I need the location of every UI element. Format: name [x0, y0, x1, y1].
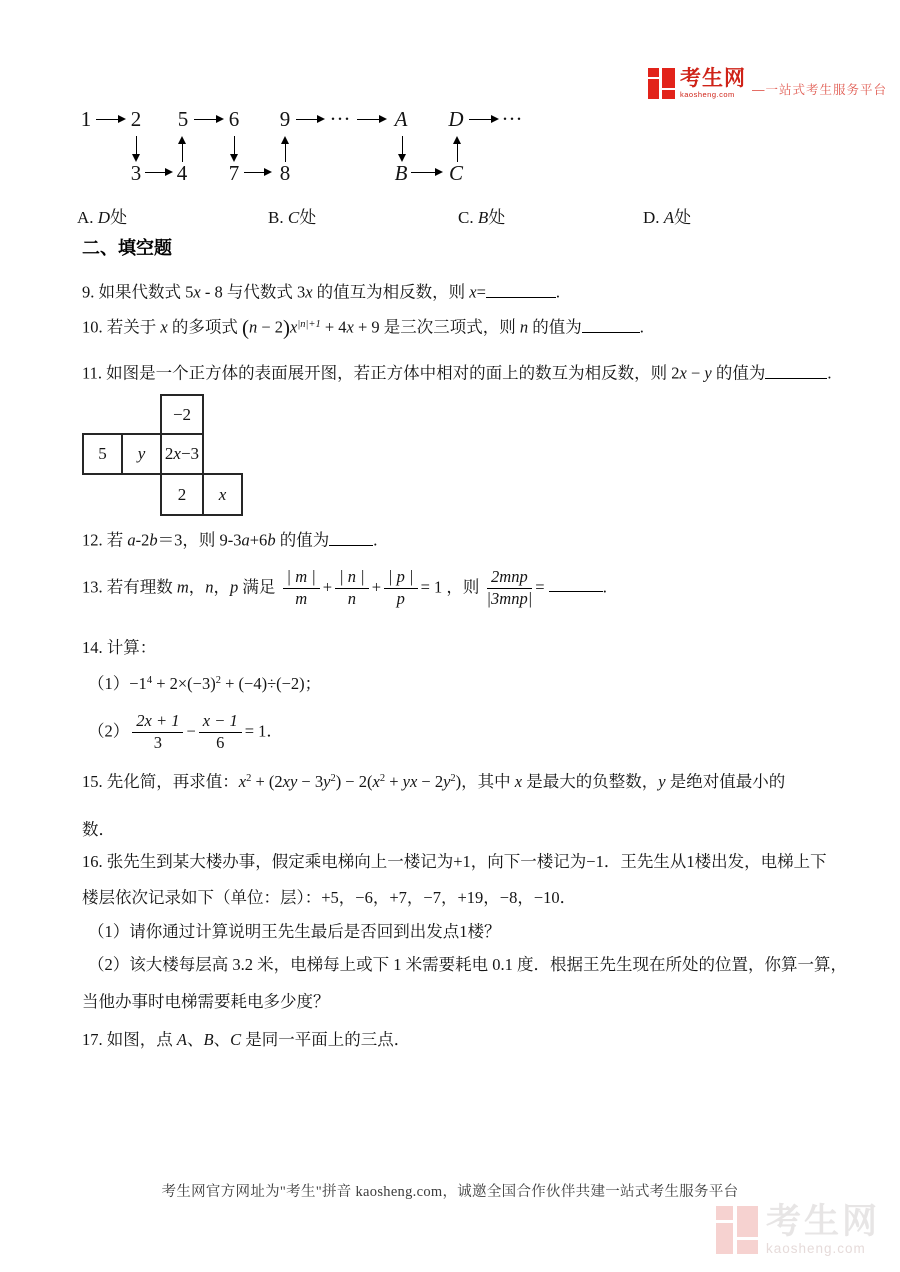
question-text: 的值为: [275, 530, 330, 550]
math-var: x: [238, 772, 247, 791]
ellipsis-dots: ···: [501, 107, 523, 131]
arrow-right-icon: [357, 119, 385, 120]
seq-label-C: C: [448, 161, 464, 185]
fraction: [132, 712, 183, 753]
answer-blank: [486, 280, 556, 298]
seq-label-D: D: [448, 107, 464, 131]
choice-key: B.: [268, 208, 284, 227]
question-number: 15.: [82, 772, 103, 791]
math-text: + 4: [320, 317, 347, 337]
arrow-right-icon: [296, 119, 323, 120]
math-exponent: 2: [246, 773, 252, 784]
footer-note: 考生网官方网址为"考生"拼音 kaosheng.com，诚邀全国合作伙伴共建一站式考生服务平台: [161, 1184, 739, 1200]
question-text: = 1 ，则: [420, 577, 484, 597]
choice-key: A.: [77, 208, 94, 227]
net-cell-value: y: [137, 444, 146, 463]
math-var: xy: [282, 772, 298, 791]
question-text: .: [827, 363, 832, 383]
question-text: =: [476, 282, 486, 302]
question-14-part1: [88, 672, 321, 699]
math-text: + 9: [353, 317, 384, 337]
fraction: [487, 568, 533, 609]
section-heading: 二、填空题: [82, 238, 172, 258]
math-var: x: [290, 317, 298, 337]
math-text: − 2: [257, 317, 284, 337]
math-text: + (−4)÷(−2)；: [220, 674, 322, 693]
math-text: +: [322, 577, 333, 597]
brand-text: [680, 68, 746, 99]
question-16-part1: （1）请你通过计算说明王先生最后是否回到出发点1楼？: [88, 922, 501, 941]
arrow-up-icon: [457, 144, 458, 162]
kaosheng-h-icon: [648, 68, 675, 99]
fraction: [384, 568, 418, 609]
answer-blank: [582, 315, 640, 333]
math-var: a: [127, 530, 136, 550]
seq-label: 9: [279, 107, 291, 131]
net-cell-value: x: [218, 484, 227, 504]
fraction-denominator: m: [295, 588, 308, 608]
question-text: .: [373, 530, 378, 550]
math-text: +6: [249, 530, 268, 550]
math-text: = 1．: [244, 721, 283, 741]
math-var: b: [149, 530, 158, 550]
net-cell: [202, 473, 243, 516]
seq-label: 8: [279, 161, 291, 185]
arrow-down-icon: [136, 136, 137, 154]
watermark: [716, 1204, 880, 1256]
math-var: m: [176, 577, 189, 597]
question-15-line2: 数．: [82, 820, 115, 839]
choice-place: C: [287, 208, 300, 227]
question-text: 如图，点: [106, 1030, 177, 1049]
math-var: A: [176, 1030, 187, 1049]
question-14-part2: [88, 712, 283, 753]
question-13: [82, 568, 607, 609]
question-number: 10.: [82, 317, 103, 337]
choice-suffix: 处: [110, 208, 128, 227]
question-10: [82, 315, 644, 343]
fraction-denominator: |3mnp|: [486, 588, 533, 608]
seq-label-B: B: [394, 161, 408, 185]
question-14: [82, 636, 156, 660]
question-text: 若: [106, 530, 128, 550]
math-var: x: [679, 363, 687, 383]
math-var: x: [173, 444, 181, 463]
arrow-right-icon: [469, 119, 497, 120]
seq-label: 2: [130, 107, 142, 131]
question-text: 是最大的负整数，: [522, 772, 659, 791]
net-cell: [160, 433, 204, 475]
math-var: x: [514, 772, 523, 791]
math-text: ): [455, 772, 462, 791]
math-var: yx: [402, 772, 418, 791]
net-cell-value: −2: [172, 404, 192, 424]
math-text: +: [385, 772, 403, 791]
net-cell-value: 5: [98, 444, 107, 463]
question-text: 张先生到某大楼办事，假定乘电梯向上一楼记为+1，向下一楼记为−1．王先生从1楼出发，电梯上下: [106, 852, 827, 871]
choice-key: D.: [643, 208, 660, 227]
question-text: ，: [213, 577, 231, 597]
seq-label: 1: [80, 107, 92, 131]
question-text: 满足: [238, 577, 280, 597]
math-exponent: 2: [450, 773, 456, 784]
question-15: [82, 770, 785, 797]
net-cell-value: −3: [180, 444, 200, 463]
math-exponent: 2: [379, 773, 386, 784]
question-number: 9.: [82, 282, 95, 302]
question-17: [82, 1028, 410, 1052]
question-16-part2-cont: 当他办事时电梯需要耗电多少度？: [82, 992, 330, 1011]
math-var: y: [443, 772, 451, 791]
math-text: ) − 2(: [335, 772, 373, 791]
question-text: 的值互为相反数，则: [312, 282, 470, 302]
question-number: 12.: [82, 530, 103, 550]
question-text: 如图是一个正方体的表面展开图，若正方体中相对的面上的数互为相反数，则 2: [106, 363, 680, 383]
question-text: .: [555, 282, 561, 302]
fraction-denominator: p: [396, 588, 405, 608]
arrow-right-icon: [411, 172, 441, 173]
net-cell: [121, 433, 162, 475]
question-text: ，: [188, 577, 206, 597]
fraction: [335, 568, 369, 609]
seq-label: 7: [228, 161, 240, 185]
math-text: -2: [135, 530, 150, 550]
choice-c: [458, 203, 505, 228]
math-var: B: [203, 1030, 214, 1049]
brand-logo: [648, 68, 887, 110]
fraction-numerator: 2x + 1: [132, 712, 183, 733]
math-text: +: [371, 577, 381, 597]
math-var: n: [248, 317, 258, 337]
answer-blank: [765, 361, 827, 379]
choice-place: A: [663, 208, 675, 227]
choices-row: [0, 203, 900, 227]
question-text: 若关于: [106, 317, 161, 337]
seq-label: 4: [176, 161, 188, 185]
choice-suffix: 处: [299, 208, 317, 227]
math-var: x: [346, 317, 354, 337]
fraction-numerator: | n |: [335, 568, 369, 589]
seq-label: 6: [228, 107, 240, 131]
math-var: x: [193, 282, 201, 302]
math-var: b: [267, 530, 276, 550]
question-text: 是三次三项式，则: [383, 317, 520, 337]
question-number: 13.: [82, 577, 103, 597]
choice-suffix: 处: [674, 208, 692, 227]
fraction-numerator: 2mnp: [487, 568, 533, 589]
fraction-numerator: x − 1: [199, 712, 242, 733]
choice-b: [268, 203, 316, 228]
choice-key: C.: [458, 208, 474, 227]
choice-place: B: [477, 208, 489, 227]
arrow-down-icon: [234, 136, 235, 154]
question-text: .: [639, 317, 644, 337]
question-text: 如果代数式 5: [98, 282, 194, 302]
question-text: .: [602, 577, 607, 597]
fraction: [283, 568, 320, 609]
net-cell-value: 2: [164, 444, 174, 463]
math-exponent: 2: [215, 675, 221, 686]
answer-blank: [329, 528, 373, 546]
arrow-right-icon: [96, 119, 124, 120]
fraction-denominator: 6: [216, 732, 225, 752]
math-text: −: [186, 721, 196, 741]
question-number: 16.: [82, 852, 103, 871]
question-number: 17.: [82, 1030, 103, 1049]
question-text: 是同一平面上的三点．: [241, 1030, 411, 1049]
net-cell-value: 2: [177, 484, 187, 504]
question-number: 11.: [82, 363, 103, 383]
math-var: y: [323, 772, 331, 791]
fraction-numerator: | m |: [283, 568, 320, 589]
fraction: [199, 712, 242, 753]
math-var: y: [658, 772, 666, 791]
paren: (: [241, 315, 249, 340]
question-text: 的多项式: [167, 317, 242, 337]
question-11: [82, 361, 831, 386]
question-text: 先化简，再求值：: [106, 772, 239, 791]
question-text: 、: [213, 1030, 231, 1049]
math-text: − 2: [417, 772, 444, 791]
net-cell: [82, 433, 123, 475]
math-var: n: [205, 577, 214, 597]
watermark-text: [766, 1204, 880, 1256]
math-exponent: 2: [330, 773, 336, 784]
question-text: ＝3，则 9-3: [157, 530, 242, 550]
math-var: n: [519, 317, 529, 337]
question-number: 14.: [82, 638, 103, 657]
watermark-brand: 考生网: [766, 1202, 881, 1241]
arrow-right-icon: [145, 172, 171, 173]
part-label: （1）: [88, 674, 130, 693]
net-cell: [160, 394, 204, 435]
part-label: （2）: [88, 721, 130, 741]
arrow-up-icon: [285, 144, 286, 162]
question-16-part2: （2）该大楼每层高 3.2 米，电梯每上或下 1 米需要耗电 0.1 度．根据王先生现在所处的位置，你算一算，: [88, 955, 847, 974]
arrow-down-icon: [402, 136, 403, 154]
math-exponent: 4: [146, 675, 153, 686]
choice-suffix: 处: [488, 208, 506, 227]
question-12: [82, 528, 377, 553]
math-var: p: [230, 577, 239, 597]
fraction-denominator: 3: [153, 732, 162, 752]
math-var: y: [704, 363, 712, 383]
brand-domain: kaosheng.com: [680, 90, 735, 99]
fraction-denominator: n: [347, 588, 357, 608]
question-text: ，其中: [461, 772, 515, 791]
math-var: x: [469, 282, 477, 302]
math-text: −: [686, 363, 705, 383]
ellipsis-dots: ···: [329, 107, 351, 131]
math-exponent: |n|+1: [297, 318, 321, 330]
question-text: 是绝对值最小的: [665, 772, 786, 791]
question-text: 计算：: [106, 638, 157, 657]
brand-name: 考生网: [680, 67, 746, 90]
net-cell: [160, 473, 204, 516]
question-9: [82, 280, 560, 305]
seq-label: 3: [130, 161, 142, 185]
seq-label: 5: [177, 107, 189, 131]
arrow-right-icon: [244, 172, 270, 173]
math-var: x: [160, 317, 168, 337]
question-text: 若有理数: [106, 577, 177, 597]
question-text: 的值为: [528, 317, 582, 337]
question-16-line1: [82, 850, 827, 874]
fraction-numerator: | p |: [384, 568, 418, 589]
watermark-domain: kaosheng.com: [766, 1241, 866, 1256]
choice-place: D: [97, 208, 111, 227]
question-text: - 8 与代数式 3: [200, 282, 306, 302]
choice-a: [77, 203, 127, 228]
math-var: x: [372, 772, 380, 791]
math-var: C: [230, 1030, 242, 1049]
math-text: −1: [129, 674, 147, 693]
arrow-up-icon: [182, 144, 183, 162]
paren: ): [283, 315, 291, 340]
choice-d: [643, 203, 691, 228]
math-text: + 2×(−3): [152, 674, 216, 693]
question-16-line2: 楼层依次记录如下（单位：层）：+5，−6，+7，−7，+19，−8，−10．: [82, 888, 577, 907]
kaosheng-h-icon-watermark: [716, 1204, 758, 1254]
math-text: − 3: [297, 772, 324, 791]
question-text: 、: [186, 1030, 204, 1049]
brand-tagline: —一站式考生服务平台: [752, 83, 888, 97]
question-text: 的值为: [711, 363, 766, 383]
math-var: x: [305, 282, 313, 302]
arrow-right-icon: [194, 119, 222, 120]
answer-blank: [549, 575, 603, 593]
math-text: + (2: [251, 772, 283, 791]
math-var: a: [241, 530, 250, 550]
seq-label-A: A: [394, 107, 408, 131]
math-text: =: [535, 577, 545, 597]
